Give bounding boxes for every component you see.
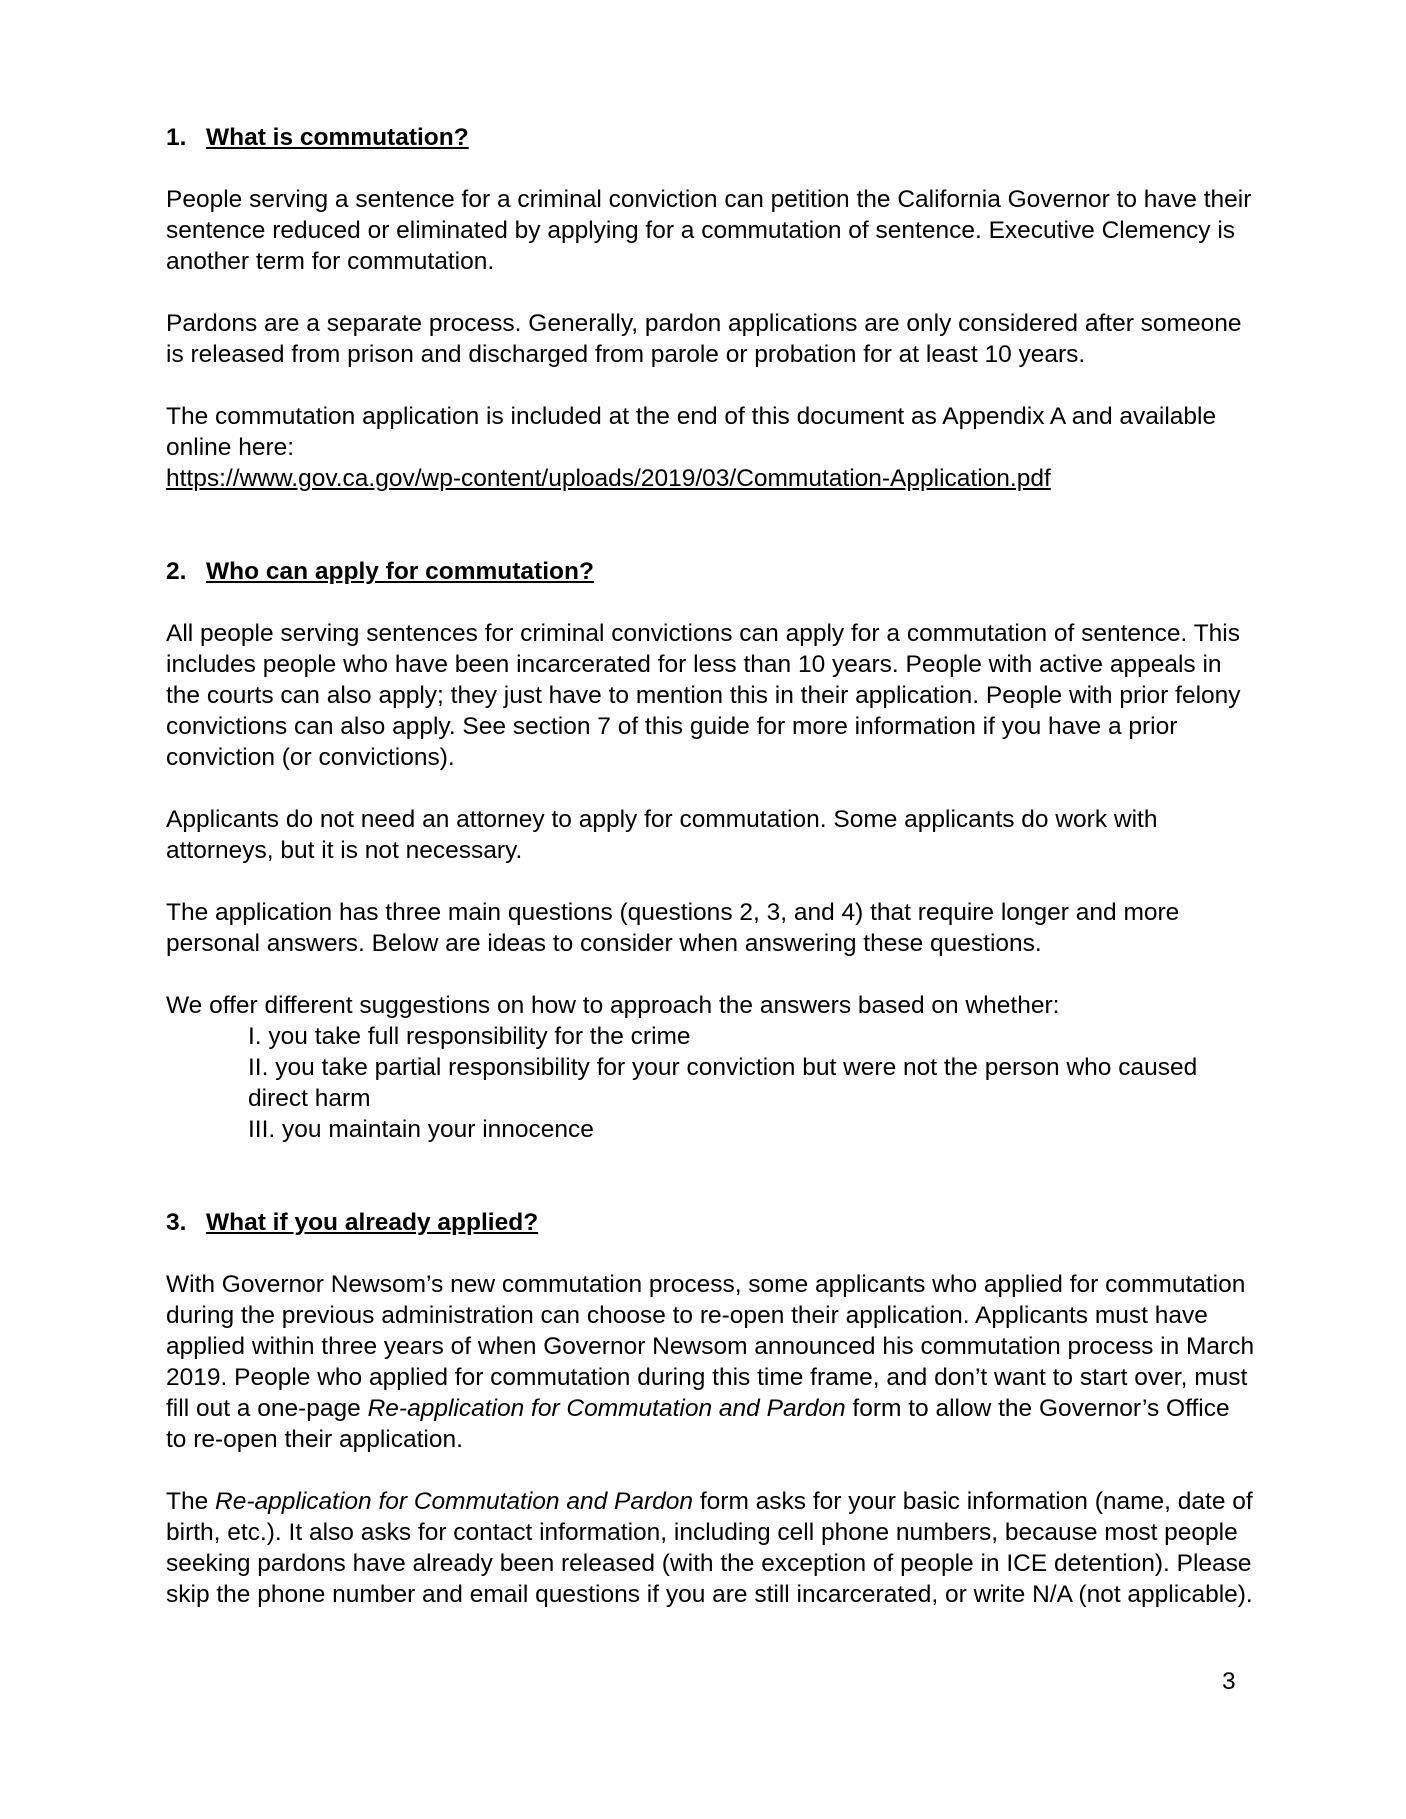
section-title: What is commutation?: [206, 124, 469, 151]
page-number: 3: [1222, 1668, 1236, 1695]
list-item: II. you take partial responsibility for your conviction but were not the person who caused direct harm: [248, 1054, 1198, 1112]
section-heading-1: [166, 122, 1256, 153]
paragraph: [166, 1269, 1256, 1455]
section-heading-3: [166, 1207, 1256, 1238]
section-number: 1.: [166, 124, 187, 151]
paragraph-text: With Governor Newsom’s new commutation process, some applicants who applied for commutation during the previous administration can choose to re-open their application. Applicants must have applied within three years of when Governor Newsom announced his commutation process in March 2019. People who applied for commutation during this time frame, and don’t want to start over, must fill out a one-page: [166, 1271, 1255, 1422]
document-page: [166, 122, 1256, 1641]
paragraph-text: form asks for your basic information (name, date of birth, etc.). It also asks for contact information, including cell phone numbers, because most people seeking pardons have already been released (with the exception of people in ICE detention). Please skip the phone number and email questions if you are still incarcerated, or write N/A (not applicable).: [166, 1488, 1253, 1608]
paragraph-text: The: [166, 1488, 216, 1515]
list-item: III. you maintain your innocence: [248, 1116, 594, 1143]
paragraph: The application has three main questions (questions 2, 3, and 4) that require longer and more personal answers. Below are ideas to consider when answering these questions.: [166, 899, 1180, 957]
paragraph-text: form to allow the Governor’s Office to re-open their application.: [166, 1395, 1230, 1453]
paragraph: [166, 1486, 1256, 1610]
form-title-italic: Re-application for Commutation and Pardon: [215, 1488, 694, 1515]
list-item: I. you take full responsibility for the crime: [248, 1023, 691, 1050]
section-title: Who can apply for commutation?: [206, 558, 594, 585]
section-number: 3.: [166, 1209, 187, 1236]
commutation-application-link[interactable]: https://www.gov.ca.gov/wp-content/uploads/2019/03/Commutation-Application.pdf: [166, 465, 1051, 492]
responsibility-options-list: [166, 1021, 1256, 1145]
paragraph: Pardons are a separate process. Generally, pardon applications are only considered after someone is released from prison and discharged from parole or probation for at least 10 years.: [166, 310, 1242, 368]
paragraph-with-link: [166, 401, 1256, 494]
paragraph: People serving a sentence for a criminal conviction can petition the California Governor to have their sentence reduced or eliminated by applying for a commutation of sentence. Executive Clemency is another term for commutation.: [166, 186, 1252, 275]
section-heading-2: [166, 556, 1256, 587]
form-title-italic: Re-application for Commutation and Pardon: [367, 1395, 846, 1422]
paragraph: Applicants do not need an attorney to apply for commutation. Some applicants do work with attorneys, but it is not necessary.: [166, 806, 1158, 864]
section-number: 2.: [166, 558, 187, 585]
paragraph-text: The commutation application is included at the end of this document as Appendix A and available online here:: [166, 403, 1217, 461]
paragraph: All people serving sentences for criminal convictions can apply for a commutation of sentence. This includes people who have been incarcerated for less than 10 years. People with active appeals in the courts can also apply; they just have to mention this in their application. People with prior felony convictions can also apply. See section 7 of this guide for more information if you have a prior conviction (or convictions).: [166, 620, 1241, 771]
paragraph: We offer different suggestions on how to approach the answers based on whether:: [166, 992, 1060, 1019]
section-title: What if you already applied?: [206, 1209, 539, 1236]
